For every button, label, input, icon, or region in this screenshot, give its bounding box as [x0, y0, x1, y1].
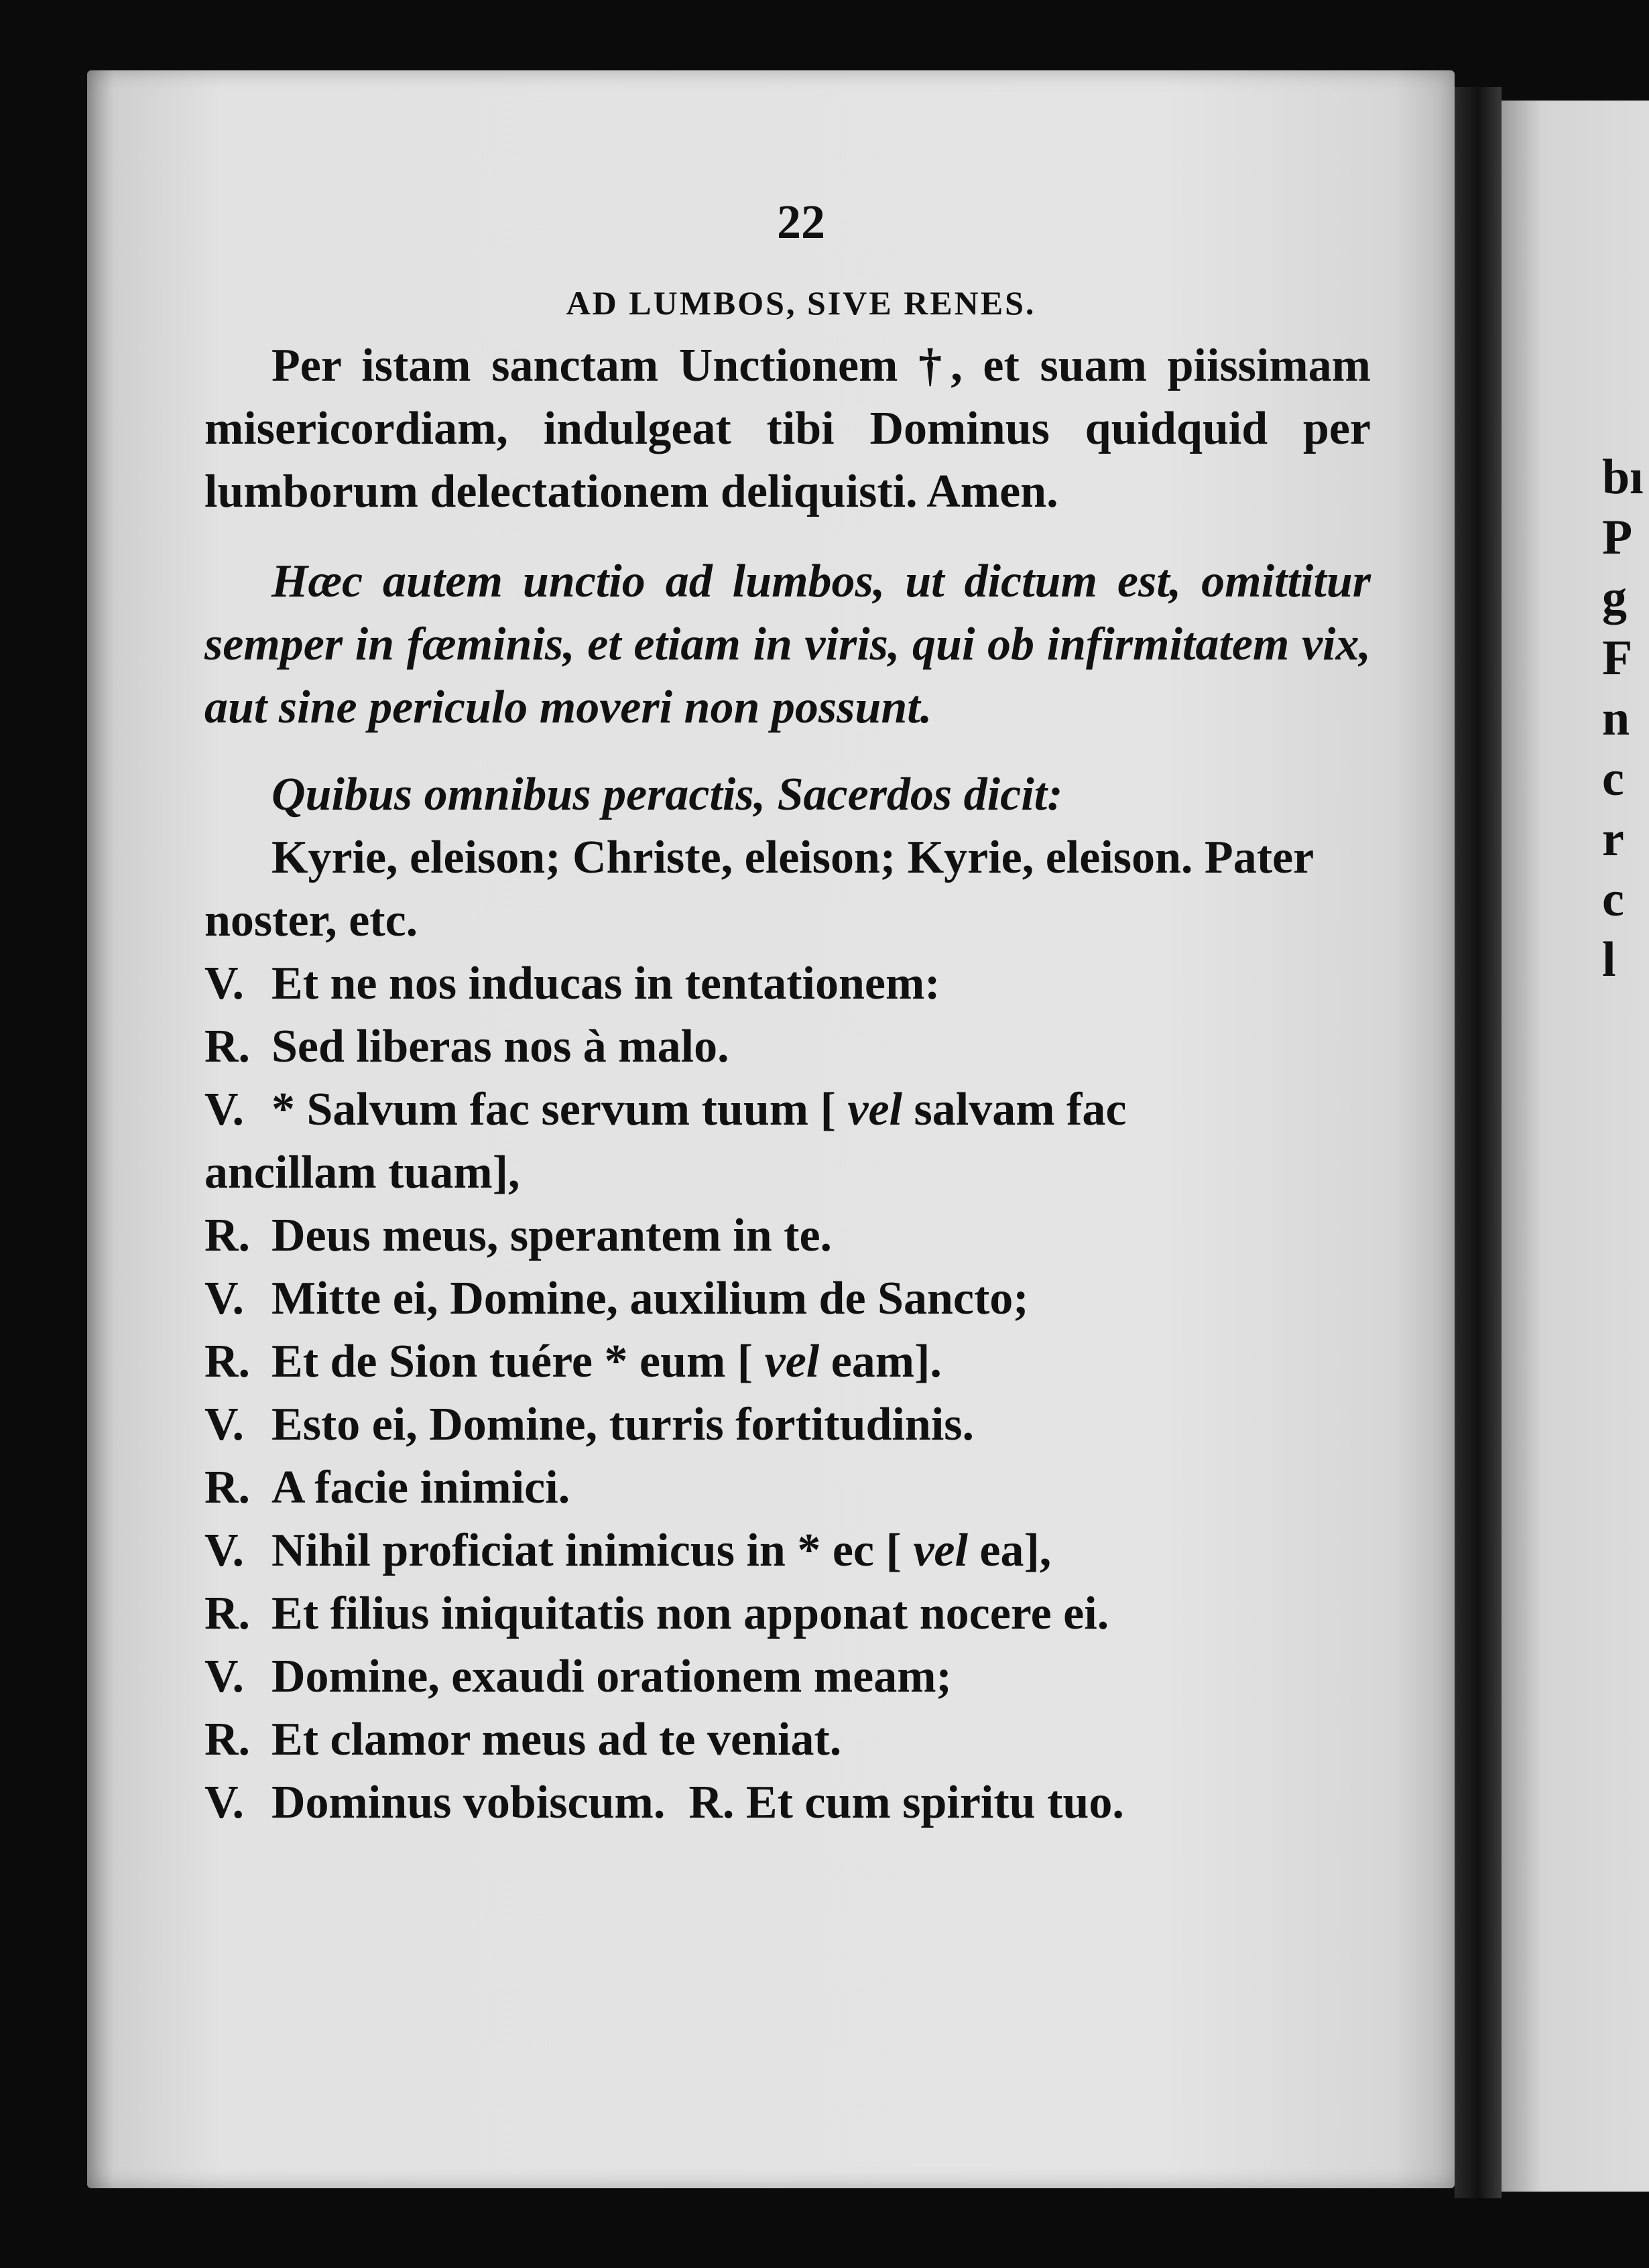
response-mark: R.	[688, 1777, 735, 1828]
vel-italic: vel	[847, 1084, 903, 1135]
versicle-line	[204, 1771, 1371, 1834]
page-number: 22	[777, 195, 825, 249]
versicle-text: * Salvum fac servum tuum [	[271, 1084, 836, 1135]
response-line	[204, 1582, 1371, 1645]
versicle-line	[204, 1393, 1371, 1456]
versicle-mark: V.	[204, 1084, 245, 1135]
vel-italic: vel	[913, 1525, 968, 1576]
versicle-mark: V.	[204, 1777, 245, 1828]
response-text: Et clamor meus ad te veniat.	[271, 1714, 842, 1765]
response-text: Deus meus, sperantem in te.	[271, 1210, 833, 1261]
response-mark: R.	[204, 1588, 251, 1639]
adjacent-page-fragment: l	[1602, 932, 1616, 987]
section-heading: AD LUMBOS, SIVE RENES.	[566, 284, 1036, 322]
response-text: Sed liberas nos à malo.	[271, 1021, 729, 1072]
versicle-line	[204, 952, 1371, 1015]
page-content	[204, 194, 1371, 1834]
adjacent-page	[1502, 101, 1649, 2192]
response-text: Et cum spiritu tuo.	[745, 1777, 1124, 1828]
versicle-mark: V.	[204, 958, 245, 1009]
adjacent-page-fragment: bı	[1602, 450, 1644, 505]
versicle-continuation: ancillam tuam],	[204, 1147, 520, 1198]
response-text: Et filius iniquitatis non apponat nocere ei.	[271, 1588, 1109, 1639]
adjacent-page-fragment: r	[1602, 812, 1624, 867]
versicle-text: Dominus vobiscum.	[271, 1777, 666, 1828]
versicle-text-alt: salvam fac	[914, 1084, 1127, 1135]
versicle-line	[204, 1645, 1371, 1708]
versicle-text: Esto ei, Domine, turris fortitudinis.	[271, 1399, 975, 1450]
versicle-mark: V.	[204, 1525, 245, 1576]
versicle-line	[204, 1519, 1371, 1582]
versicle-text: Nihil proficiat inimicus in * ec [	[271, 1525, 902, 1576]
response-mark: R.	[204, 1462, 251, 1513]
response-text: Et de Sion tuére * eum [	[271, 1336, 753, 1387]
response-mark: R.	[204, 1210, 251, 1261]
response-mark: R.	[204, 1021, 251, 1072]
versicle-text-alt: ea],	[979, 1525, 1052, 1576]
response-line	[204, 1708, 1371, 1771]
adjacent-page-fragment: c	[1602, 872, 1624, 927]
versicle-text: Domine, exaudi orationem meam;	[271, 1651, 952, 1702]
versicle-line	[204, 1078, 1371, 1204]
versicle-mark: V.	[204, 1399, 245, 1450]
vel-italic: vel	[764, 1336, 820, 1387]
versicle-mark: V.	[204, 1273, 245, 1324]
versicle-line	[204, 1267, 1371, 1330]
book-spine	[1455, 87, 1502, 2198]
versicle-text: Et ne nos inducas in tentationem:	[271, 958, 940, 1009]
response-line	[204, 1330, 1371, 1393]
response-line	[204, 1015, 1371, 1078]
response-line	[204, 1456, 1371, 1519]
prayer-text: Per istam sanctam Unctionem †, et suam piissimam misericordiam, indulgeat tibi Dominus quidquid per lumborum delectationem deliquisti. Amen.	[204, 340, 1371, 517]
adjacent-page-fragment: c	[1602, 751, 1624, 806]
response-text-alt: eam].	[831, 1336, 942, 1387]
response-mark: R.	[204, 1714, 251, 1765]
versicle-mark: V.	[204, 1651, 245, 1702]
rubric-peractis: Quibus omnibus peractis, Sacerdos dicit:	[271, 769, 1063, 820]
kyrie-text: Kyrie, eleison; Christe, eleison; Kyrie, eleison. Pater noster, etc.	[204, 832, 1313, 946]
response-mark: R.	[204, 1336, 251, 1387]
response-text: A facie inimici.	[271, 1462, 570, 1513]
versicle-text: Mitte ei, Domine, auxilium de Sancto;	[271, 1273, 1029, 1324]
adjacent-page-fragment: g	[1602, 570, 1627, 625]
adjacent-page-fragment: F	[1602, 631, 1633, 686]
adjacent-page-fragment: n	[1602, 691, 1630, 746]
response-line	[204, 1204, 1371, 1267]
adjacent-page-fragment: P	[1602, 510, 1633, 565]
rubric-lumbos: Hæc autem unctio ad lumbos, ut dictum est, omittitur semper in fæminis, et etiam in viris, qui ob infirmitatem vix, aut sine periculo moveri non possunt.	[204, 556, 1371, 733]
